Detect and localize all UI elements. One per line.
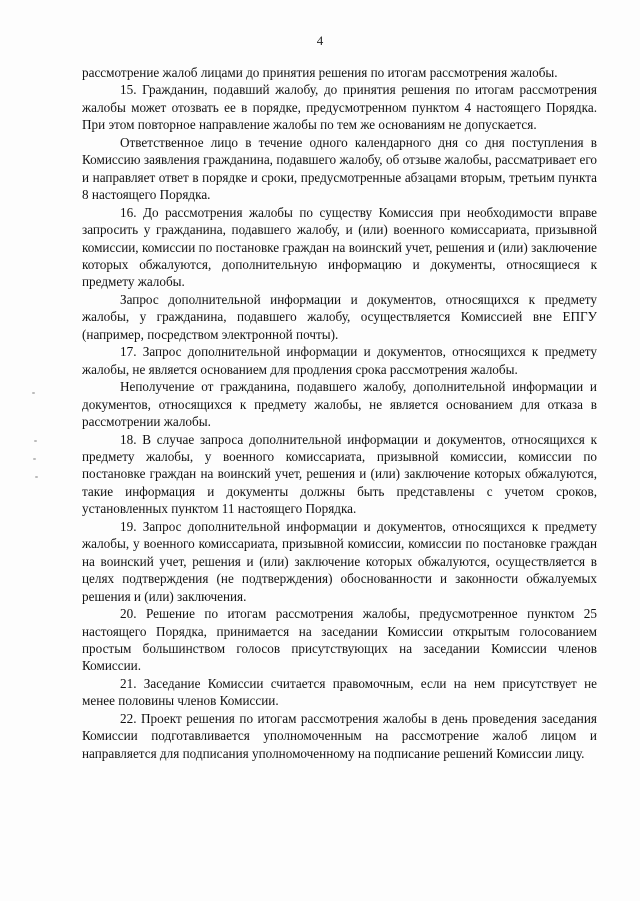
page-number: 4: [316, 33, 324, 48]
paragraph-item-16-request: Запрос дополнительной информации и документов, относящихся к предмету жалобы, у гражданина, подавшего жалобу, осуществляется Комиссией вне ЕПГУ (например, посредством электронной почты).: [82, 291, 597, 342]
scan-margin-marks: [28, 380, 48, 520]
paragraph-item-22: 22. Проект решения по итогам рассмотрения жалобы в день проведения заседания Комиссии подготавливается уполномоченным на рассмотрение жалоб лицом и направляется для подписания уполномоченному на подписание решений Комиссии лицу.: [82, 710, 597, 761]
paragraph-item-17-nonreceipt: Неполучение от гражданина, подавшего жалобу, дополнительной информации и документов, относящихся к предмету жалобы, не является основанием для отказа в рассмотрении жалобы.: [82, 379, 597, 430]
paragraph-item-15: 15. Гражданин, подавший жалобу, до принятия решения по итогам рассмотрения жалобы может отозвать ее в порядке, предусмотренном пунктом 4 настоящего Порядка. При этом повторное направление жалобы по тем же основаниям не допускается.: [82, 82, 597, 133]
paragraph-item-16: 16. До рассмотрения жалобы по существу Комиссия при необходимости вправе запросить у гражданина, подавшего жалобу, и (или) военного комиссариата, призывной комиссии, комиссии по постановке граждан на воинский учет, решения и (или) заключение которых обжалуются, дополнительную информацию и документы, относящиеся к предмету жалобы.: [82, 204, 597, 290]
document-body: [82, 64, 597, 762]
paragraph-item-20: 20. Решение по итогам рассмотрения жалобы, предусмотренное пунктом 25 настоящего Порядка, принимается на заседании Комиссии открытым голосованием простым большинством голосов присутствующих на заседании Комиссии членов Комиссии.: [82, 606, 597, 674]
paragraph-item-21: 21. Заседание Комиссии считается правомочным, если на нем присутствует не менее половины членов Комиссии.: [82, 675, 597, 709]
paragraph-item-17: 17. Запрос дополнительной информации и документов, относящихся к предмету жалобы, не является основанием для продления срока рассмотрения жалобы.: [82, 344, 597, 377]
paragraph-item-15-responsible: Ответственное лицо в течение одного календарного дня со дня поступления в Комиссию заявления гражданина, подавшего жалобу, об отзыве жалобы, рассматривает его и направляет ответ в порядке и сроки, предусмотренные абзацами вторым, третьим пункта 8 настоящего Порядка.: [82, 134, 597, 203]
paragraph-item-19: 19. Запрос дополнительной информации и документов, относящихся к предмету жалобы, у военного комиссариата, призывной комиссии, комиссии по постановке граждан на воинский учет, решения и (или) заключение которых обжалуются, осуществляется в целях подтверждения (не подтверждения) обоснованности и законности обжалуемых решения и (или) заключения.: [82, 518, 597, 604]
paragraph-continuation: рассмотрение жалоб лицами до принятия решения по итогам рассмотрения жалобы.: [82, 65, 558, 80]
paragraph-item-18: 18. В случае запроса дополнительной информации и документов, относящихся к предмету жалобы, у военного комиссариата, призывной комиссии, комиссии по постановке граждан на воинский учет, решения и (или) заключение которых обжалуются, такие информация и документы должны быть представлены с учетом сроков, установленных пунктом 11 настоящего Порядка.: [82, 431, 597, 517]
